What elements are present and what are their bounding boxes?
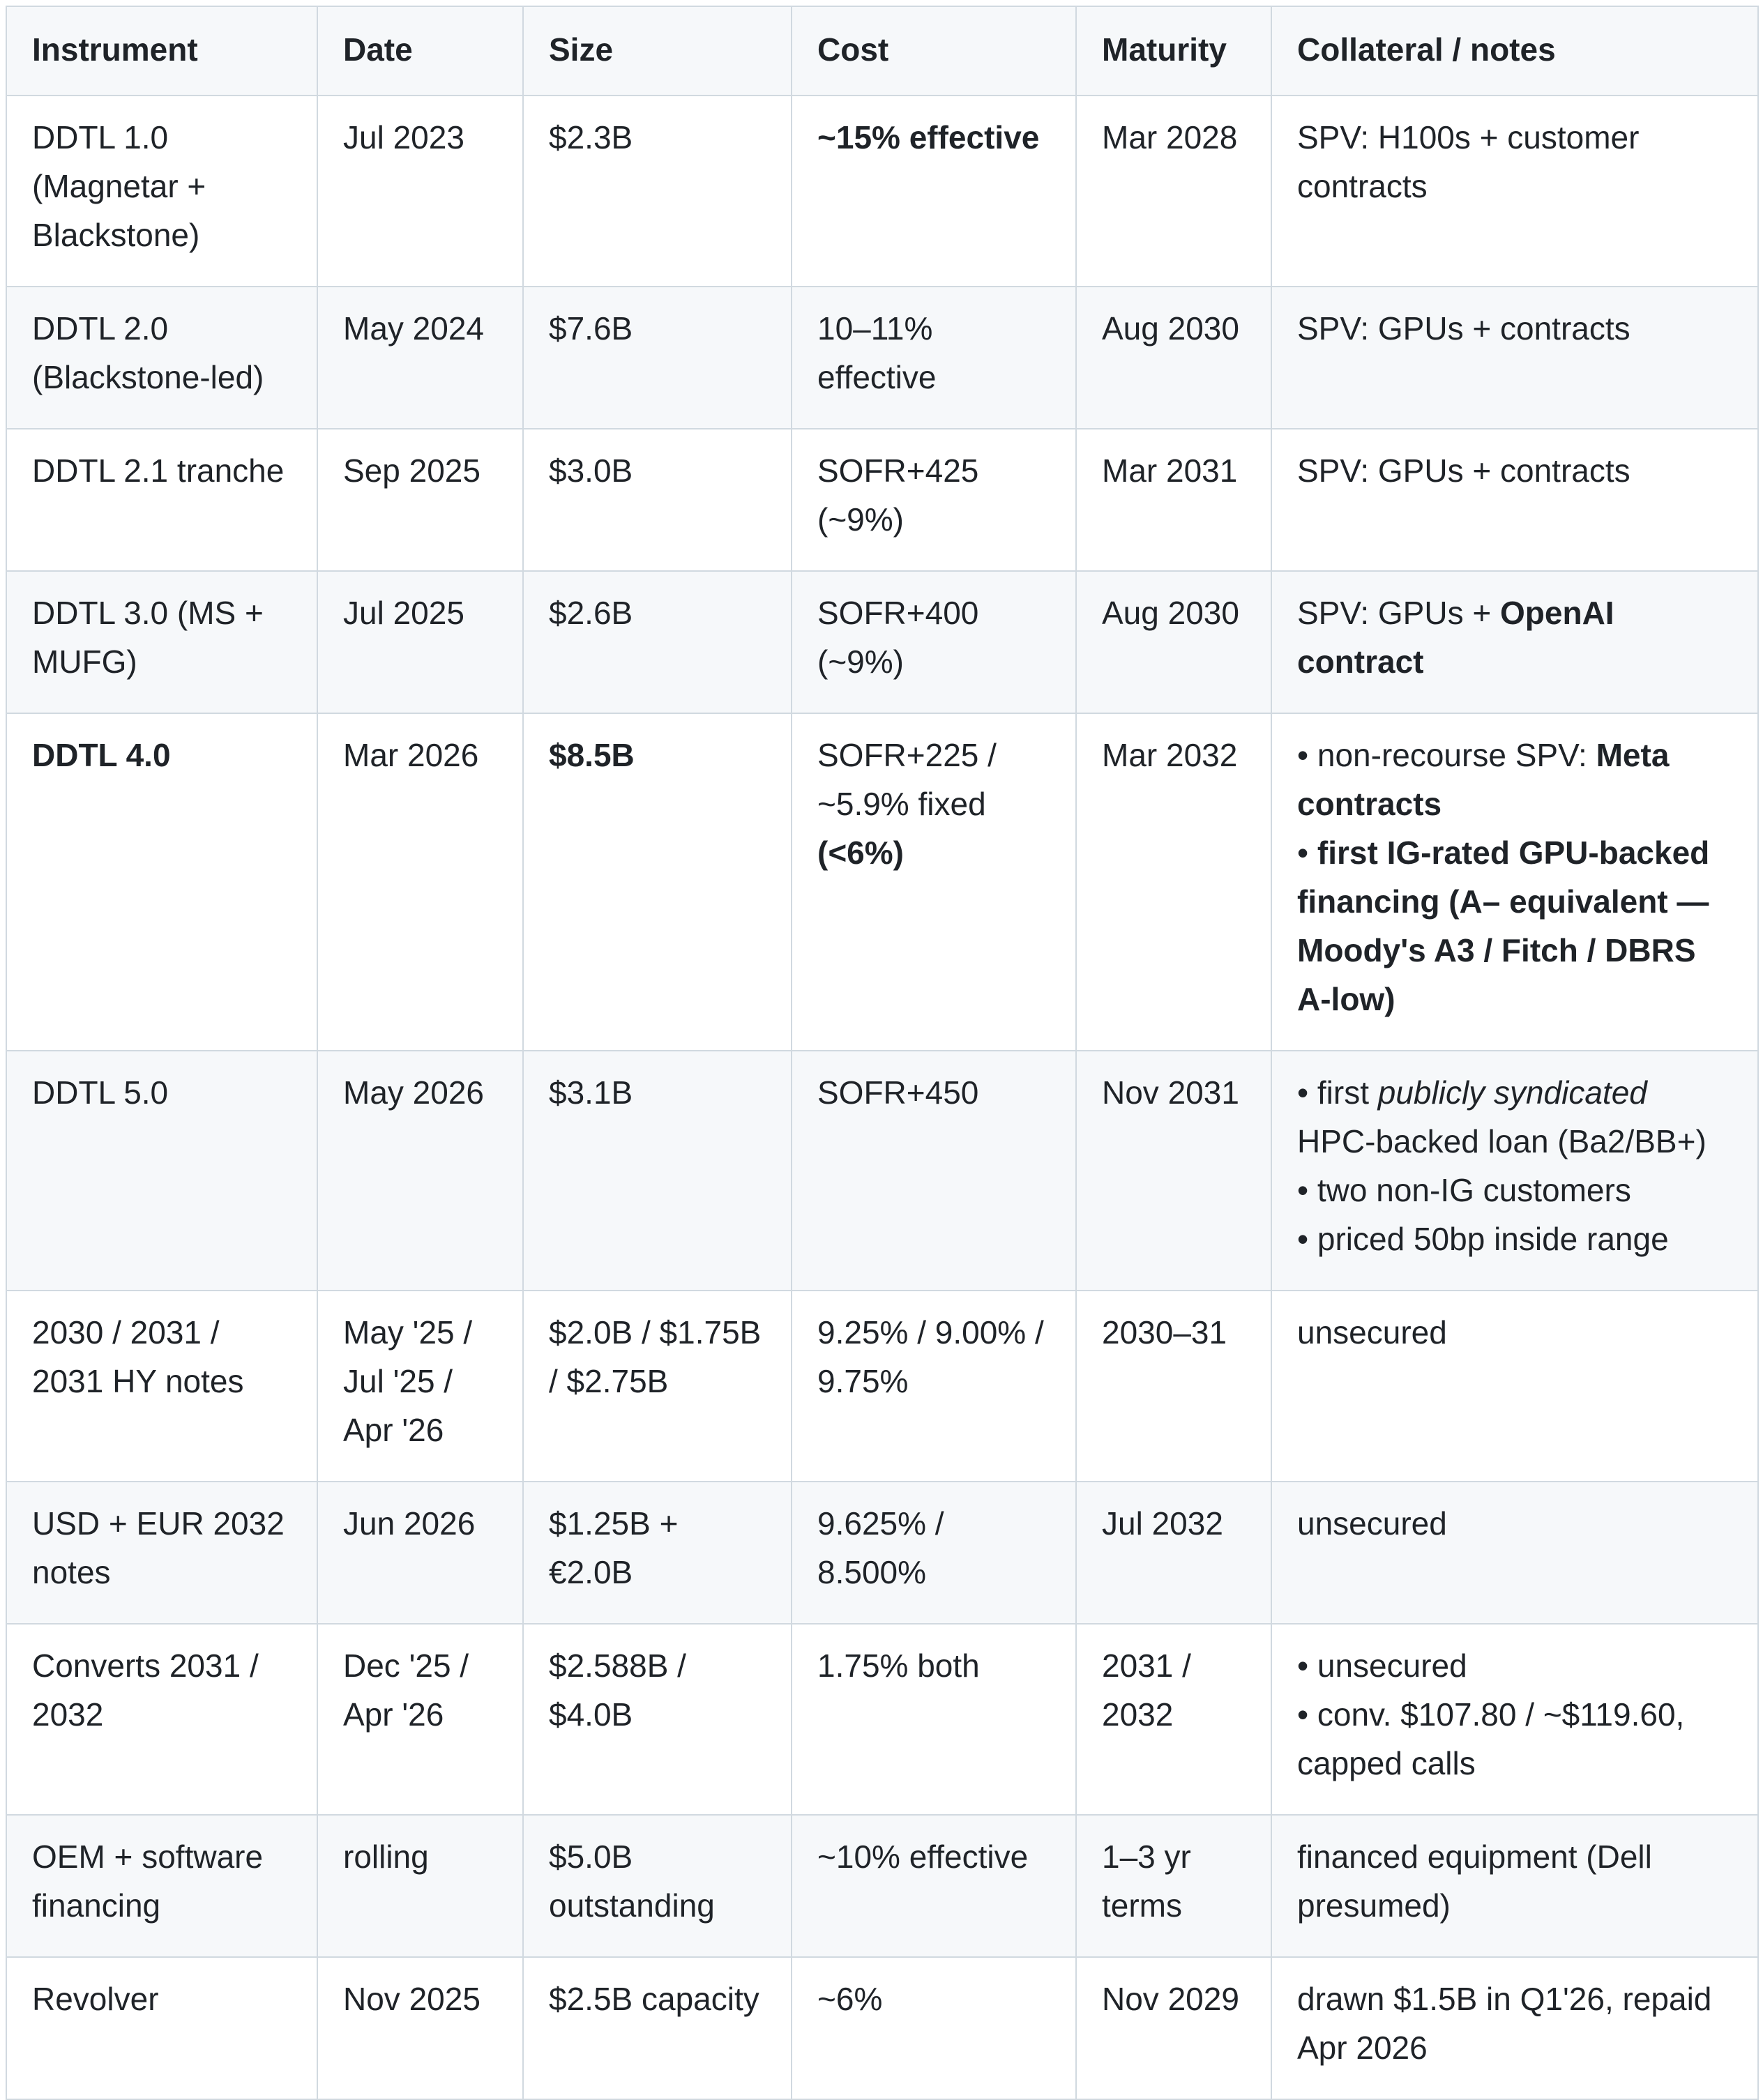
- date-cell: Jul 2025: [317, 571, 523, 713]
- maturity-cell: Aug 2030: [1076, 571, 1271, 713]
- instrument-cell: Revolver: [6, 1957, 317, 2099]
- size-cell: $2.5B capacity: [523, 1957, 792, 2099]
- note-emphasis: first IG-rated GPU-backed financing (A– equivalent — Moody's A3 / Fitch / DBRS A-low): [1297, 835, 1710, 1017]
- table-row: [6, 1482, 1758, 1624]
- table-row: [6, 96, 1758, 287]
- note-bullet: • conv. $107.80 / ~$119.60, capped calls: [1297, 1696, 1685, 1781]
- note-text: HPC-backed loan (Ba2/BB+): [1297, 1123, 1707, 1159]
- notes-text: SPV: GPUs +: [1297, 595, 1501, 631]
- cost-cell: SOFR+400 (~9%): [792, 571, 1076, 713]
- column-header-cost: Cost: [792, 6, 1076, 96]
- financing-table: [6, 6, 1759, 2100]
- notes-cell: unsecured: [1271, 1291, 1758, 1482]
- size-cell: $3.0B: [523, 429, 792, 571]
- cost-cell: [792, 96, 1076, 287]
- size-cell: $1.25B + €2.0B: [523, 1482, 792, 1624]
- notes-cell: SPV: H100s + customer contracts: [1271, 96, 1758, 287]
- size-cell: $2.3B: [523, 96, 792, 287]
- cost-cell: 9.625% / 8.500%: [792, 1482, 1076, 1624]
- cost-cell: 9.25% / 9.00% / 9.75%: [792, 1291, 1076, 1482]
- table-row: [6, 1815, 1758, 1957]
- notes-cell: SPV: GPUs + contracts: [1271, 429, 1758, 571]
- instrument-cell: DDTL 1.0 (Magnetar + Blackstone): [6, 96, 317, 287]
- note-bullet: [1297, 731, 1732, 828]
- note-italic: publicly syndicated: [1377, 1074, 1647, 1111]
- table-row: [6, 571, 1758, 713]
- date-cell: May '25 / Jul '25 / Apr '26: [317, 1291, 523, 1482]
- instrument-name: DDTL 4.0: [32, 737, 171, 773]
- cost-cell: 10–11% effective: [792, 287, 1076, 429]
- date-cell: Mar 2026: [317, 713, 523, 1051]
- date-cell: May 2026: [317, 1051, 523, 1291]
- column-header-date: Date: [317, 6, 523, 96]
- maturity-cell: Aug 2030: [1076, 287, 1271, 429]
- maturity-cell: Nov 2031: [1076, 1051, 1271, 1291]
- notes-emphasis: OpenAI contract: [1297, 595, 1614, 680]
- date-cell: May 2024: [317, 287, 523, 429]
- column-header-size: Size: [523, 6, 792, 96]
- size-value: $8.5B: [549, 737, 635, 773]
- cost-cell: [792, 713, 1076, 1051]
- table-row: [6, 1624, 1758, 1815]
- table-row: [6, 429, 1758, 571]
- note-bullet: • priced 50bp inside range: [1297, 1221, 1669, 1257]
- date-cell: Sep 2025: [317, 429, 523, 571]
- date-cell: Jul 2023: [317, 96, 523, 287]
- instrument-cell: [6, 713, 317, 1051]
- note-emphasis: Meta contracts: [1297, 737, 1670, 822]
- cost-cell: ~6%: [792, 1957, 1076, 2099]
- maturity-cell: Jul 2032: [1076, 1482, 1271, 1624]
- note-bullet: • unsecured: [1297, 1648, 1467, 1684]
- size-cell: $7.6B: [523, 287, 792, 429]
- note-bullet-mark: •: [1297, 835, 1317, 871]
- notes-cell: financed equipment (Dell presumed): [1271, 1815, 1758, 1957]
- cost-emphasis: (<6%): [817, 835, 904, 871]
- cost-value: ~15% effective: [817, 119, 1040, 155]
- cost-cell: ~10% effective: [792, 1815, 1076, 1957]
- date-cell: Dec '25 / Apr '26: [317, 1624, 523, 1815]
- cost-cell: 1.75% both: [792, 1624, 1076, 1815]
- maturity-cell: 2031 / 2032: [1076, 1624, 1271, 1815]
- size-cell: $3.1B: [523, 1051, 792, 1291]
- notes-cell: [1271, 713, 1758, 1051]
- maturity-cell: Mar 2028: [1076, 96, 1271, 287]
- column-header-maturity: Maturity: [1076, 6, 1271, 96]
- notes-cell: [1271, 1624, 1758, 1815]
- table-row: [6, 1957, 1758, 2099]
- table-row: [6, 287, 1758, 429]
- maturity-cell: 1–3 yr terms: [1076, 1815, 1271, 1957]
- instrument-cell: Converts 2031 / 2032: [6, 1624, 317, 1815]
- size-cell: $2.6B: [523, 571, 792, 713]
- instrument-cell: DDTL 2.1 tranche: [6, 429, 317, 571]
- notes-cell: drawn $1.5B in Q1'26, repaid Apr 2026: [1271, 1957, 1758, 2099]
- maturity-cell: Nov 2029: [1076, 1957, 1271, 2099]
- maturity-cell: 2030–31: [1076, 1291, 1271, 1482]
- notes-cell: [1271, 571, 1758, 713]
- cost-cell: SOFR+450: [792, 1051, 1076, 1291]
- instrument-cell: 2030 / 2031 / 2031 HY notes: [6, 1291, 317, 1482]
- size-cell: $2.0B / $1.75B / $2.75B: [523, 1291, 792, 1482]
- table-row: [6, 1051, 1758, 1291]
- date-cell: Jun 2026: [317, 1482, 523, 1624]
- cost-cell: SOFR+425 (~9%): [792, 429, 1076, 571]
- note-text: • first: [1297, 1074, 1378, 1111]
- column-header-notes: Collateral / notes: [1271, 6, 1758, 96]
- size-cell: $2.588B / $4.0B: [523, 1624, 792, 1815]
- size-cell: [523, 713, 792, 1051]
- note-bullet: • two non-IG customers: [1297, 1172, 1631, 1208]
- date-cell: Nov 2025: [317, 1957, 523, 2099]
- table-row: [6, 713, 1758, 1051]
- instrument-cell: OEM + software financing: [6, 1815, 317, 1957]
- table-header-row: [6, 6, 1758, 96]
- note-bullet: [1297, 828, 1732, 1024]
- note-text: • non-recourse SPV:: [1297, 737, 1596, 773]
- size-cell: $5.0B outstanding: [523, 1815, 792, 1957]
- table-row: [6, 1291, 1758, 1482]
- instrument-cell: DDTL 5.0: [6, 1051, 317, 1291]
- notes-cell: SPV: GPUs + contracts: [1271, 287, 1758, 429]
- maturity-cell: Mar 2031: [1076, 429, 1271, 571]
- instrument-cell: USD + EUR 2032 notes: [6, 1482, 317, 1624]
- cost-text: SOFR+225 / ~5.9% fixed: [817, 737, 997, 822]
- maturity-cell: Mar 2032: [1076, 713, 1271, 1051]
- instrument-cell: DDTL 3.0 (MS + MUFG): [6, 571, 317, 713]
- notes-cell: [1271, 1051, 1758, 1291]
- date-cell: rolling: [317, 1815, 523, 1957]
- notes-cell: unsecured: [1271, 1482, 1758, 1624]
- instrument-cell: DDTL 2.0 (Blackstone-led): [6, 287, 317, 429]
- column-header-instrument: Instrument: [6, 6, 317, 96]
- note-bullet: [1297, 1068, 1732, 1166]
